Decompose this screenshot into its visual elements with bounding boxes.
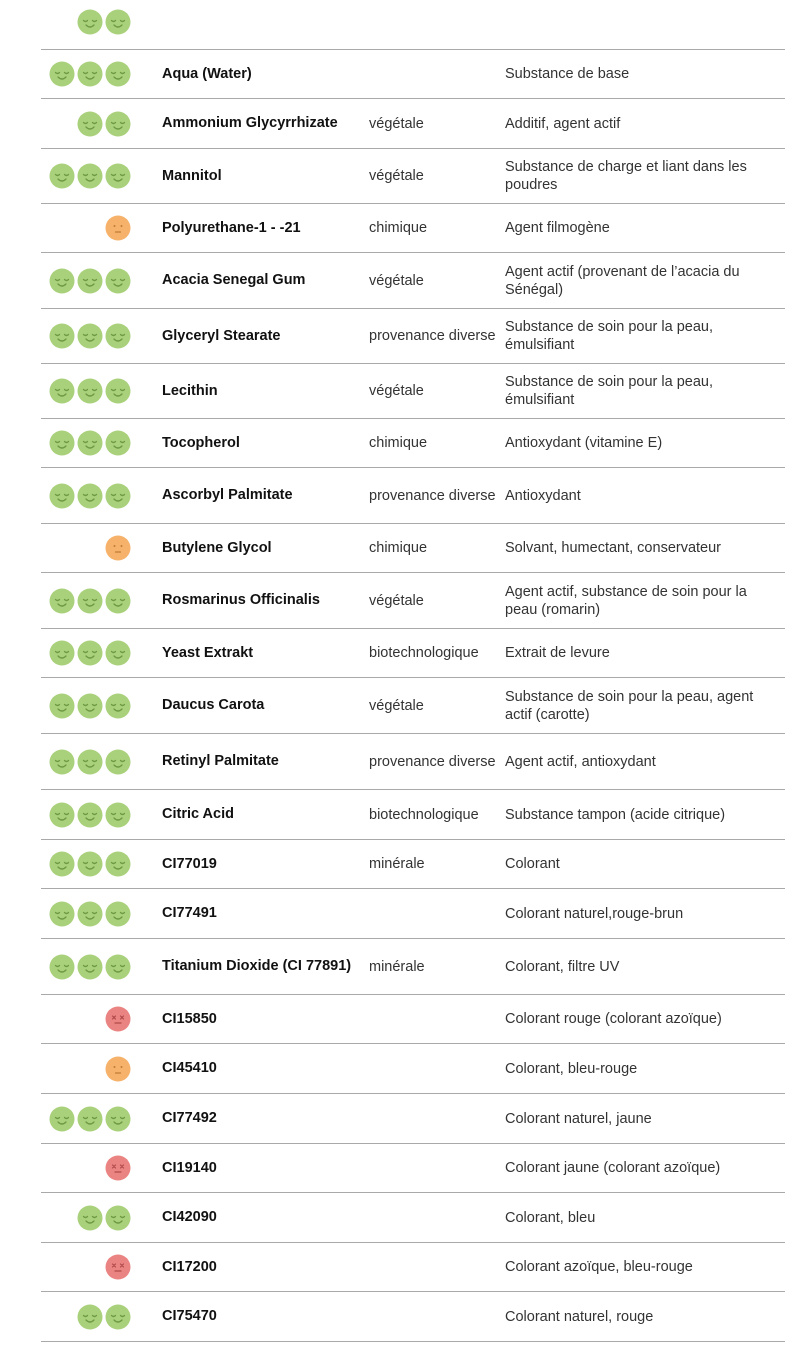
good-rating-face-icon <box>49 693 75 719</box>
good-rating-face-icon <box>77 588 103 614</box>
rating-cell <box>41 0 133 49</box>
table-row-partial <box>41 0 785 50</box>
rating-cell <box>41 524 133 572</box>
ingredient-function: Substance de charge et liant dans les poudres <box>505 159 747 193</box>
ingredient-name: Lecithin <box>162 382 218 399</box>
table-row <box>41 734 785 790</box>
ingredient-function: Colorant azoïque, bleu-rouge <box>505 1259 693 1275</box>
ingredient-function: Colorant, bleu <box>505 1209 596 1226</box>
rating-cell <box>41 1243 133 1291</box>
table-row <box>41 1243 785 1292</box>
ingredient-function: Colorant naturel, rouge <box>505 1308 654 1325</box>
good-rating-face-icon <box>105 802 131 828</box>
rating-cell <box>41 149 133 203</box>
table-row <box>41 524 785 573</box>
ingredient-name: CI77492 <box>162 1110 217 1126</box>
good-rating-face-icon <box>105 378 131 404</box>
good-rating-face-icon <box>77 9 103 35</box>
ingredient-origin <box>369 889 499 938</box>
rating-cell <box>41 99 133 148</box>
ingredient-name: Ascorbyl Palmitate <box>162 487 293 503</box>
ingredient-origin <box>369 1094 499 1143</box>
ingredient-origin: végétale <box>369 383 424 399</box>
ingredient-function: Substance de soin pour la peau, émulsifiant <box>505 319 713 353</box>
good-rating-face-icon <box>49 483 75 509</box>
ingredient-origin: végétale <box>369 272 424 289</box>
ingredient-name: Glyceryl Stearate <box>162 327 281 344</box>
ingredient-origin <box>369 1243 499 1291</box>
good-rating-face-icon <box>49 430 75 456</box>
good-rating-face-icon <box>105 588 131 614</box>
ingredient-name: CI19140 <box>162 1159 217 1176</box>
good-rating-face-icon <box>105 901 131 927</box>
good-rating-face-icon <box>105 9 131 35</box>
ingredient-origin: végétale <box>369 697 424 714</box>
ingredient-origin: provenance diverse <box>369 328 496 344</box>
table-row <box>41 1292 785 1342</box>
rating-cell <box>41 939 133 994</box>
good-rating-face-icon <box>49 640 75 666</box>
ingredient-function: Additif, agent actif <box>505 115 621 132</box>
good-rating-face-icon <box>49 378 75 404</box>
ingredient-function: Substance de soin pour la peau, émulsifiant <box>505 374 713 408</box>
rating-cell <box>41 1094 133 1143</box>
rating-cell <box>41 1044 133 1093</box>
good-rating-face-icon <box>77 851 103 877</box>
ingredient-name: Acacia Senegal Gum <box>162 272 306 288</box>
rating-cell <box>41 468 133 523</box>
good-rating-face-icon <box>49 802 75 828</box>
ingredient-origin: chimique <box>369 220 428 236</box>
good-rating-face-icon <box>77 61 103 87</box>
ingredient-function: Colorant naturel, jaune <box>505 1110 652 1127</box>
good-rating-face-icon <box>49 1106 75 1132</box>
good-rating-face-icon <box>77 802 103 828</box>
ingredient-function: Solvant, humectant, conservateur <box>505 540 722 556</box>
good-rating-face-icon <box>49 588 75 614</box>
ingredient-name: CI17200 <box>162 1258 217 1275</box>
rating-cell <box>41 364 133 418</box>
ingredient-name: CI77491 <box>162 905 217 921</box>
ingredient-function: Colorant, bleu-rouge <box>505 1060 638 1077</box>
table-row <box>41 309 785 364</box>
rating-cell <box>41 629 133 677</box>
ingredient-name: Titanium Dioxide (CI 77891) <box>162 958 352 974</box>
ingredient-function: Substance de soin pour la peau, agent actif (carotte) <box>505 688 754 723</box>
rating-cell <box>41 678 133 733</box>
table-row <box>41 204 785 253</box>
rating-cell <box>41 840 133 888</box>
good-rating-face-icon <box>77 378 103 404</box>
ingredient-name: Rosmarinus Officinalis <box>162 592 320 608</box>
table-row <box>41 468 785 524</box>
ingredient-name: Yeast Extrakt <box>162 644 254 661</box>
ingredient-origin: biotechnologique <box>369 806 479 823</box>
rating-cell <box>41 204 133 252</box>
ingredient-origin <box>369 1292 499 1341</box>
ingredient-function: Agent actif (provenant de l’acacia du Sénégal) <box>505 263 740 298</box>
good-rating-face-icon <box>105 323 131 349</box>
good-rating-face-icon <box>105 163 131 189</box>
good-rating-face-icon <box>77 749 103 775</box>
good-rating-face-icon <box>105 1304 131 1330</box>
rating-cell <box>41 734 133 789</box>
ingredient-origin: provenance diverse <box>369 487 496 504</box>
good-rating-face-icon <box>77 954 103 980</box>
medium-rating-face-icon <box>105 1056 131 1082</box>
ingredient-name: Aqua (Water) <box>162 65 252 82</box>
table-row <box>41 364 785 419</box>
ingredient-name: Daucus Carota <box>162 697 265 713</box>
table-row <box>41 995 785 1044</box>
good-rating-face-icon <box>49 323 75 349</box>
good-rating-face-icon <box>77 163 103 189</box>
good-rating-face-icon <box>49 163 75 189</box>
rating-cell <box>41 1292 133 1341</box>
table-row <box>41 939 785 995</box>
ingredient-origin: végétale <box>369 168 424 184</box>
good-rating-face-icon <box>49 851 75 877</box>
table-row <box>41 50 785 99</box>
ingredient-origin: minérale <box>369 958 425 975</box>
ingredient-name: Mannitol <box>162 167 222 184</box>
good-rating-face-icon <box>105 749 131 775</box>
table-row <box>41 1144 785 1193</box>
table-row <box>41 99 785 149</box>
good-rating-face-icon <box>105 483 131 509</box>
rating-cell <box>41 995 133 1043</box>
good-rating-face-icon <box>105 1205 131 1231</box>
ingredient-origin <box>369 1044 499 1093</box>
table-row <box>41 790 785 840</box>
good-rating-face-icon <box>105 640 131 666</box>
good-rating-face-icon <box>105 61 131 87</box>
good-rating-face-icon <box>105 851 131 877</box>
good-rating-face-icon <box>49 268 75 294</box>
good-rating-face-icon <box>77 483 103 509</box>
table-row <box>41 253 785 309</box>
ingredient-function: Substance de base <box>505 66 630 82</box>
ingredient-origin <box>369 50 499 98</box>
ingredient-name: Tocopherol <box>162 434 240 451</box>
ingredient-function: Substance tampon (acide citrique) <box>505 806 726 823</box>
good-rating-face-icon <box>105 268 131 294</box>
ingredient-name: Polyurethane-1 - -21 <box>162 219 301 236</box>
good-rating-face-icon <box>49 749 75 775</box>
good-rating-face-icon <box>49 954 75 980</box>
ingredient-name: Citric Acid <box>162 806 234 822</box>
good-rating-face-icon <box>77 111 103 137</box>
table-row <box>41 1193 785 1243</box>
ingredient-function: Agent actif, substance de soin pour la peau (romarin) <box>505 583 747 618</box>
ingredient-name: Ammonium Glycyrrhizate <box>162 115 338 131</box>
rating-cell <box>41 419 133 467</box>
good-rating-face-icon <box>105 693 131 719</box>
good-rating-face-icon <box>77 901 103 927</box>
rating-cell <box>41 573 133 628</box>
ingredient-name: Retinyl Palmitate <box>162 753 279 769</box>
bad-rating-face-icon <box>105 1254 131 1280</box>
ingredient-origin <box>369 995 499 1043</box>
table-row <box>41 889 785 939</box>
ingredient-origin: végétale <box>369 592 424 609</box>
ingredient-origin: végétale <box>369 115 424 132</box>
ingredient-origin: biotechnologique <box>369 645 479 661</box>
rating-cell <box>41 1144 133 1192</box>
good-rating-face-icon <box>105 430 131 456</box>
good-rating-face-icon <box>77 693 103 719</box>
good-rating-face-icon <box>77 1205 103 1231</box>
table-row <box>41 1044 785 1094</box>
ingredient-origin: provenance diverse <box>369 753 496 770</box>
ingredient-function: Extrait de levure <box>505 645 610 661</box>
ingredient-name: CI42090 <box>162 1209 217 1225</box>
table-row <box>41 1094 785 1144</box>
ingredient-name: CI75470 <box>162 1308 217 1324</box>
bad-rating-face-icon <box>105 1006 131 1032</box>
table-row <box>41 629 785 678</box>
table-row <box>41 840 785 889</box>
ingredient-origin <box>369 1144 499 1192</box>
ingredient-function: Colorant, filtre UV <box>505 958 620 975</box>
ingredient-name: CI15850 <box>162 1010 217 1027</box>
rating-cell <box>41 50 133 98</box>
ingredient-origin: minérale <box>369 856 425 872</box>
ingredient-origin: chimique <box>369 435 428 451</box>
ingredient-name: CI45410 <box>162 1060 217 1076</box>
ingredient-function: Agent actif, antioxydant <box>505 753 656 770</box>
ingredient-name: Butylene Glycol <box>162 539 272 556</box>
good-rating-face-icon <box>77 1106 103 1132</box>
ingredient-function: Colorant <box>505 856 560 872</box>
ingredient-function: Colorant rouge (colorant azoïque) <box>505 1011 722 1027</box>
rating-cell <box>41 889 133 938</box>
medium-rating-face-icon <box>105 535 131 561</box>
rating-cell <box>41 309 133 363</box>
medium-rating-face-icon <box>105 215 131 241</box>
table-row <box>41 573 785 629</box>
good-rating-face-icon <box>77 268 103 294</box>
good-rating-face-icon <box>77 1304 103 1330</box>
good-rating-face-icon <box>77 640 103 666</box>
ingredient-function: Antioxydant (vitamine E) <box>505 435 663 451</box>
ingredient-function: Agent filmogène <box>505 220 610 236</box>
table-row <box>41 149 785 204</box>
good-rating-face-icon <box>105 954 131 980</box>
ingredient-function: Colorant naturel,rouge-brun <box>505 905 684 922</box>
good-rating-face-icon <box>49 901 75 927</box>
good-rating-face-icon <box>77 323 103 349</box>
table-row <box>41 678 785 734</box>
bad-rating-face-icon <box>105 1155 131 1181</box>
rating-cell <box>41 1193 133 1242</box>
rating-cell <box>41 253 133 308</box>
good-rating-face-icon <box>105 111 131 137</box>
table-row <box>41 419 785 468</box>
rating-cell <box>41 790 133 839</box>
good-rating-face-icon <box>49 61 75 87</box>
ingredient-origin <box>369 1193 499 1242</box>
ingredient-function: Colorant jaune (colorant azoïque) <box>505 1160 721 1176</box>
good-rating-face-icon <box>105 1106 131 1132</box>
ingredient-function: Antioxydant <box>505 487 581 504</box>
ingredient-origin: chimique <box>369 540 428 556</box>
ingredient-name: CI77019 <box>162 855 217 872</box>
ingredients-table <box>41 0 785 1342</box>
good-rating-face-icon <box>77 430 103 456</box>
